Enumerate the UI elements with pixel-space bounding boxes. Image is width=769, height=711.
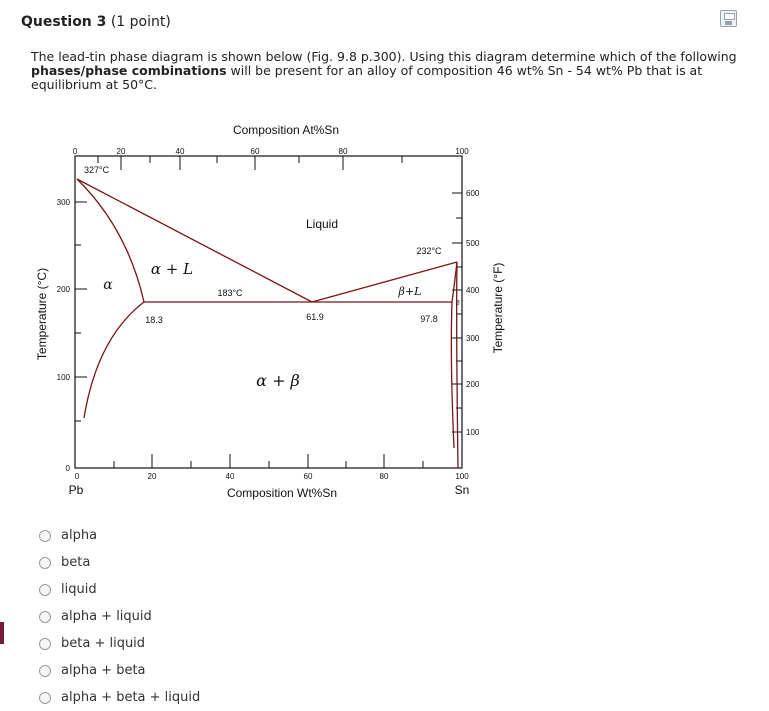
fahrenheit-tick-100: 100 [466,428,480,437]
top-tick-labels [73,147,469,156]
liquid-region-label: Liquid [305,217,339,231]
beta-region-label: β [456,300,460,307]
beta-comp-label: 97.8 [420,314,438,324]
option-alpha[interactable] [39,522,200,549]
phase-diagram-svg [32,118,509,503]
option-label: alpha + beta [61,663,146,678]
celsius-tick-200: 200 [56,285,70,294]
bottom-tick-100: 100 [455,472,469,481]
option-alpha-beta[interactable] [39,657,200,684]
beta-liquid-region-label: β+L [398,285,422,298]
option-label: beta + liquid [61,636,146,651]
solvus-beta [451,302,454,448]
option-liquid[interactable] [39,576,200,603]
solvus-alpha [84,302,144,418]
alpha-beta-region-label: α + β [256,371,300,390]
phase-diagram [32,118,509,503]
radio-liquid[interactable] [39,584,51,596]
alpha-comp-label: 18.3 [145,315,163,325]
pb-melting-point-label: 327°C [84,165,110,175]
radio-beta-liquid[interactable] [39,638,51,650]
selection-accent-bar [0,622,4,644]
question-prompt [31,50,751,92]
liquidus-sn-side [312,262,457,302]
option-label: liquid [61,582,97,597]
eutectic-comp-label: 61.9 [306,312,324,322]
option-label: alpha + beta + liquid [61,690,201,705]
top-tick-80: 80 [338,147,348,156]
fahrenheit-tick-labels [466,189,480,437]
left-axis-title: Temperature (°C) [35,267,49,361]
fahrenheit-tick-600: 600 [466,189,480,198]
question-points: (1 point) [110,14,171,30]
bottom-tick-40: 40 [225,472,235,481]
celsius-tick-300: 300 [56,198,70,207]
alpha-liquid-region-label: α + L [150,260,194,278]
top-tick-0: 0 [72,147,78,156]
phase-boundaries [77,179,458,468]
bottom-tick-0: 0 [74,472,80,481]
bottom-tick-60: 60 [303,472,313,481]
option-label: alpha + liquid [61,609,152,624]
radio-beta[interactable] [39,557,51,569]
prompt-text-1: The lead-tin phase diagram is shown below (Fig. 9.8 p.300). Using this diagram determine which of the following [31,49,737,64]
celsius-tick-0: 0 [65,464,70,473]
radio-alpha-beta[interactable] [39,665,51,677]
prompt-bold: phases/phase combinations [31,63,227,78]
top-axis-title: Composition At%Sn [232,123,340,137]
bottom-tick-20: 20 [147,472,157,481]
pb-element-label: Pb [68,483,84,497]
radio-alpha-beta-liquid[interactable] [39,692,51,704]
celsius-tick-marks [75,202,87,421]
top-tick-40: 40 [175,147,185,156]
eutectic-temp-label: 183°C [217,288,243,298]
option-alpha-beta-liquid[interactable] [39,684,200,711]
question-number: Question 3 [21,14,107,30]
sn-element-label: Sn [454,483,470,497]
celsius-tick-labels [57,198,71,473]
fahrenheit-tick-400: 400 [466,286,480,295]
celsius-tick-100: 100 [56,373,70,382]
radio-alpha[interactable] [39,530,51,542]
answer-options [39,522,200,711]
fahrenheit-tick-300: 300 [466,334,480,343]
fahrenheit-tick-500: 500 [466,239,480,248]
option-beta[interactable] [39,549,200,576]
option-label: beta [61,555,91,570]
sn-melting-point-label: 232°C [416,246,442,256]
top-tick-20: 20 [116,147,126,156]
bottom-tick-80: 80 [379,472,389,481]
top-tick-60: 60 [250,147,260,156]
beta-boundary [457,262,458,468]
bottom-tick-labels [75,472,469,481]
radio-alpha-liquid[interactable] [39,611,51,623]
option-label: alpha [61,528,98,543]
bottom-tick-marks [114,454,423,468]
fahrenheit-tick-200: 200 [466,380,480,389]
bottom-axis-title: Composition Wt%Sn [226,486,338,500]
top-tick-marks [98,156,402,170]
option-alpha-liquid[interactable] [39,603,200,630]
prompt-text-2: will be present for an alloy of composition 46 wt% Sn - 54 wt% Pb that is at equilibrium at 50°C. [31,63,703,92]
question-title [21,14,171,30]
right-axis-title: Temperature (°F) [491,262,505,354]
top-tick-100: 100 [455,147,469,156]
option-beta-liquid[interactable] [39,630,200,657]
save-icon[interactable] [720,10,737,27]
alpha-region-label: α [103,277,113,293]
